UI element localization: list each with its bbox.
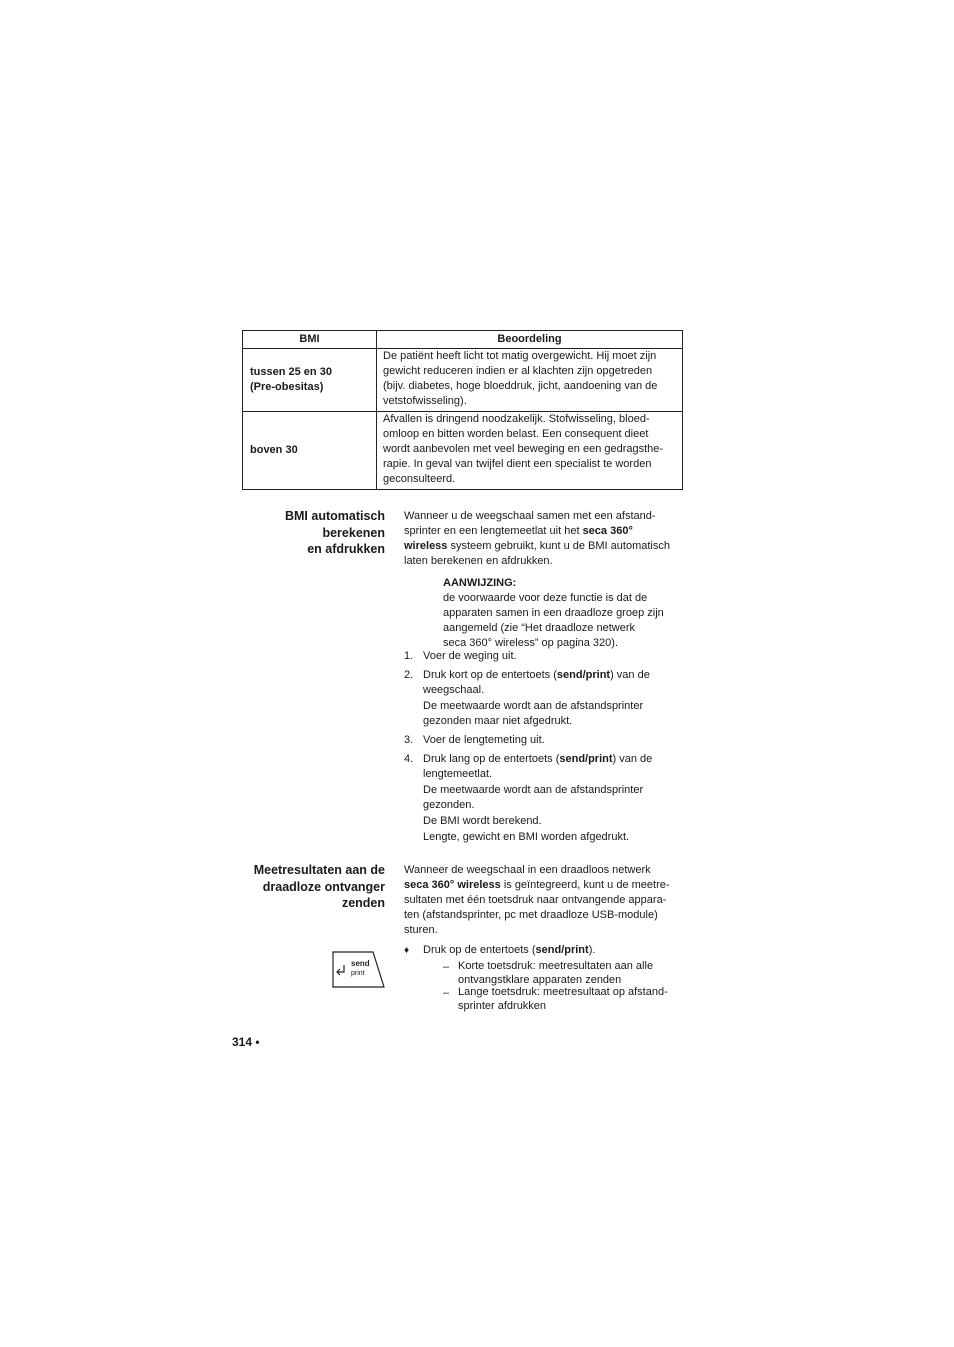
bmi-rating-cell <box>377 412 683 490</box>
key-name: send/print <box>559 753 613 765</box>
step-result: Lengte, gewicht en BMI worden afgedrukt. <box>423 831 630 843</box>
dash-bullet: – <box>443 961 450 973</box>
list-item <box>443 986 693 1013</box>
product-name: seca 360° wireless <box>404 879 501 891</box>
heading-line: BMI automatisch <box>284 509 385 523</box>
heading-line: berekenen <box>322 525 385 540</box>
key-label-print: print <box>351 970 365 977</box>
steps-list <box>404 649 694 845</box>
list-item <box>443 960 693 987</box>
text-line: ten (afstandsprinter, pc met draadloze USB-module) <box>404 909 658 921</box>
bmi-rating-cell <box>377 349 683 412</box>
rating-line: Afvallen is dringend noodzakelijk. Stofwisseling, bloed- <box>383 413 650 425</box>
bmi-range-cell <box>243 412 377 490</box>
text-line: sultaten met één toetsdruk naar ontvangende appara- <box>404 894 667 906</box>
text-fragment: Druk kort op de entertoets ( <box>423 669 557 681</box>
text-fragment: sprinter en een lengtemeetlat uit het <box>404 525 583 537</box>
text-line <box>404 878 694 893</box>
bmi-range-text: boven 30 <box>250 444 298 456</box>
bmi-range-text: tussen 25 en 30 <box>250 366 332 378</box>
step-number: 2. <box>404 669 414 681</box>
dash-list <box>443 960 693 1013</box>
step-text <box>423 668 694 683</box>
step-text: Voer de lengtemeting uit. <box>423 734 545 746</box>
step-text: weegschaal. <box>423 684 485 696</box>
step-result: De BMI wordt berekend. <box>423 815 542 827</box>
list-text: Korte toetsdruk: meetresultaten aan alle <box>458 960 654 972</box>
rating-line: vetstofwisseling). <box>383 395 467 407</box>
list-text: sprinter afdrukken <box>458 999 547 1012</box>
bullet-item <box>404 943 713 958</box>
table-row <box>243 349 683 412</box>
table-header-bmi: BMI <box>243 331 377 349</box>
note-line: seca 360° wireless” op pagina 320). <box>443 637 619 649</box>
note-line: apparaten samen in een draadloze groep zijn <box>443 607 664 619</box>
section1-intro <box>404 509 694 569</box>
table-header-row <box>243 331 683 349</box>
note-box <box>443 576 693 651</box>
heading-line: zenden <box>341 896 385 910</box>
step-item <box>404 649 694 664</box>
text-fragment: ). <box>588 944 596 956</box>
text-fragment: is geïntegreerd, kunt u de meetre- <box>500 879 670 891</box>
step-result: De meetwaarde wordt aan de afstandsprinter <box>423 784 644 796</box>
step-result: gezonden. <box>423 799 475 811</box>
table-row <box>243 412 683 490</box>
step-result: gezonden maar niet afgedrukt. <box>423 715 573 727</box>
diamond-bullet-icon: ♦ <box>404 945 410 956</box>
page-number: 314 • <box>232 1035 260 1049</box>
send-print-key-icon <box>332 945 386 989</box>
bmi-range-category: (Pre-obesitas) <box>250 381 324 393</box>
rating-line: De patiënt heeft licht tot matig overgewicht. Hij moet zijn <box>383 350 657 362</box>
key-name: send/print <box>535 944 589 956</box>
table-header-rating: Beoordeling <box>377 331 683 349</box>
bmi-table <box>242 330 683 490</box>
key-label-send: send <box>351 959 370 968</box>
step-number: 4. <box>404 753 414 765</box>
text-fragment: Druk op de entertoets ( <box>423 944 536 956</box>
heading-line: en afdrukken <box>307 542 385 556</box>
section-heading-bmi <box>215 508 385 558</box>
step-text <box>423 752 694 767</box>
section-heading-wireless <box>215 862 385 912</box>
key-name: send/print <box>556 669 611 681</box>
text-line: Wanneer u de weegschaal samen met een afstand- <box>404 510 656 522</box>
text-line: Wanneer de weegschaal in een draadloos netwerk <box>404 864 651 876</box>
list-text: ontvangstklare apparaten zenden <box>458 973 622 986</box>
rating-line: (bijv. diabetes, hoge bloeddruk, jicht, aandoening van de <box>383 380 658 392</box>
step-text: Voer de weging uit. <box>423 650 517 662</box>
step-text: lengtemeetlat. <box>423 768 493 780</box>
heading-line: draadloze ontvanger <box>262 879 385 894</box>
text-fragment: ) van de <box>612 753 653 765</box>
step-item <box>404 733 694 748</box>
step-number: 1. <box>404 650 414 662</box>
list-text: Lange toetsdruk: meetresultaat op afstand- <box>458 986 668 998</box>
rating-line: geconsulteerd. <box>383 473 456 485</box>
text-fragment: ) van de <box>610 669 650 681</box>
text-line: laten berekenen en afdrukken. <box>404 555 553 567</box>
note-line: aangemeld (zie “Het draadloze netwerk <box>443 622 635 634</box>
dash-bullet: – <box>443 987 450 999</box>
rating-line: wordt aanbevolen met veel beweging en een gedragsthe- <box>383 443 664 455</box>
text-line <box>404 524 694 539</box>
text-fragment: Druk lang op de entertoets ( <box>423 753 560 765</box>
note-title: AANWIJZING: <box>443 577 517 589</box>
step-result: De meetwaarde wordt aan de afstandsprinter <box>423 700 644 712</box>
text-fragment: systeem gebruikt, kunt u de BMI automatisch <box>447 540 670 552</box>
rating-line: omloop en bitten worden belast. Een consequent dieet <box>383 428 649 440</box>
section2-intro <box>404 863 694 938</box>
product-name: seca 360° <box>582 525 633 537</box>
product-name: wireless <box>404 540 448 552</box>
step-item <box>404 752 694 845</box>
heading-line: Meetresultaten aan de <box>253 863 385 877</box>
bmi-range-cell <box>243 349 377 412</box>
rating-line: rapie. In geval van twijfel dient een specialist te worden <box>383 458 652 470</box>
note-line: de voorwaarde voor deze functie is dat de <box>443 592 648 604</box>
rating-line: gewicht reduceren indien er al klachten zijn opgetreden <box>383 365 653 377</box>
step-number: 3. <box>404 734 414 746</box>
text-line: sturen. <box>404 924 438 936</box>
step-item <box>404 668 694 729</box>
text-line <box>404 539 694 554</box>
